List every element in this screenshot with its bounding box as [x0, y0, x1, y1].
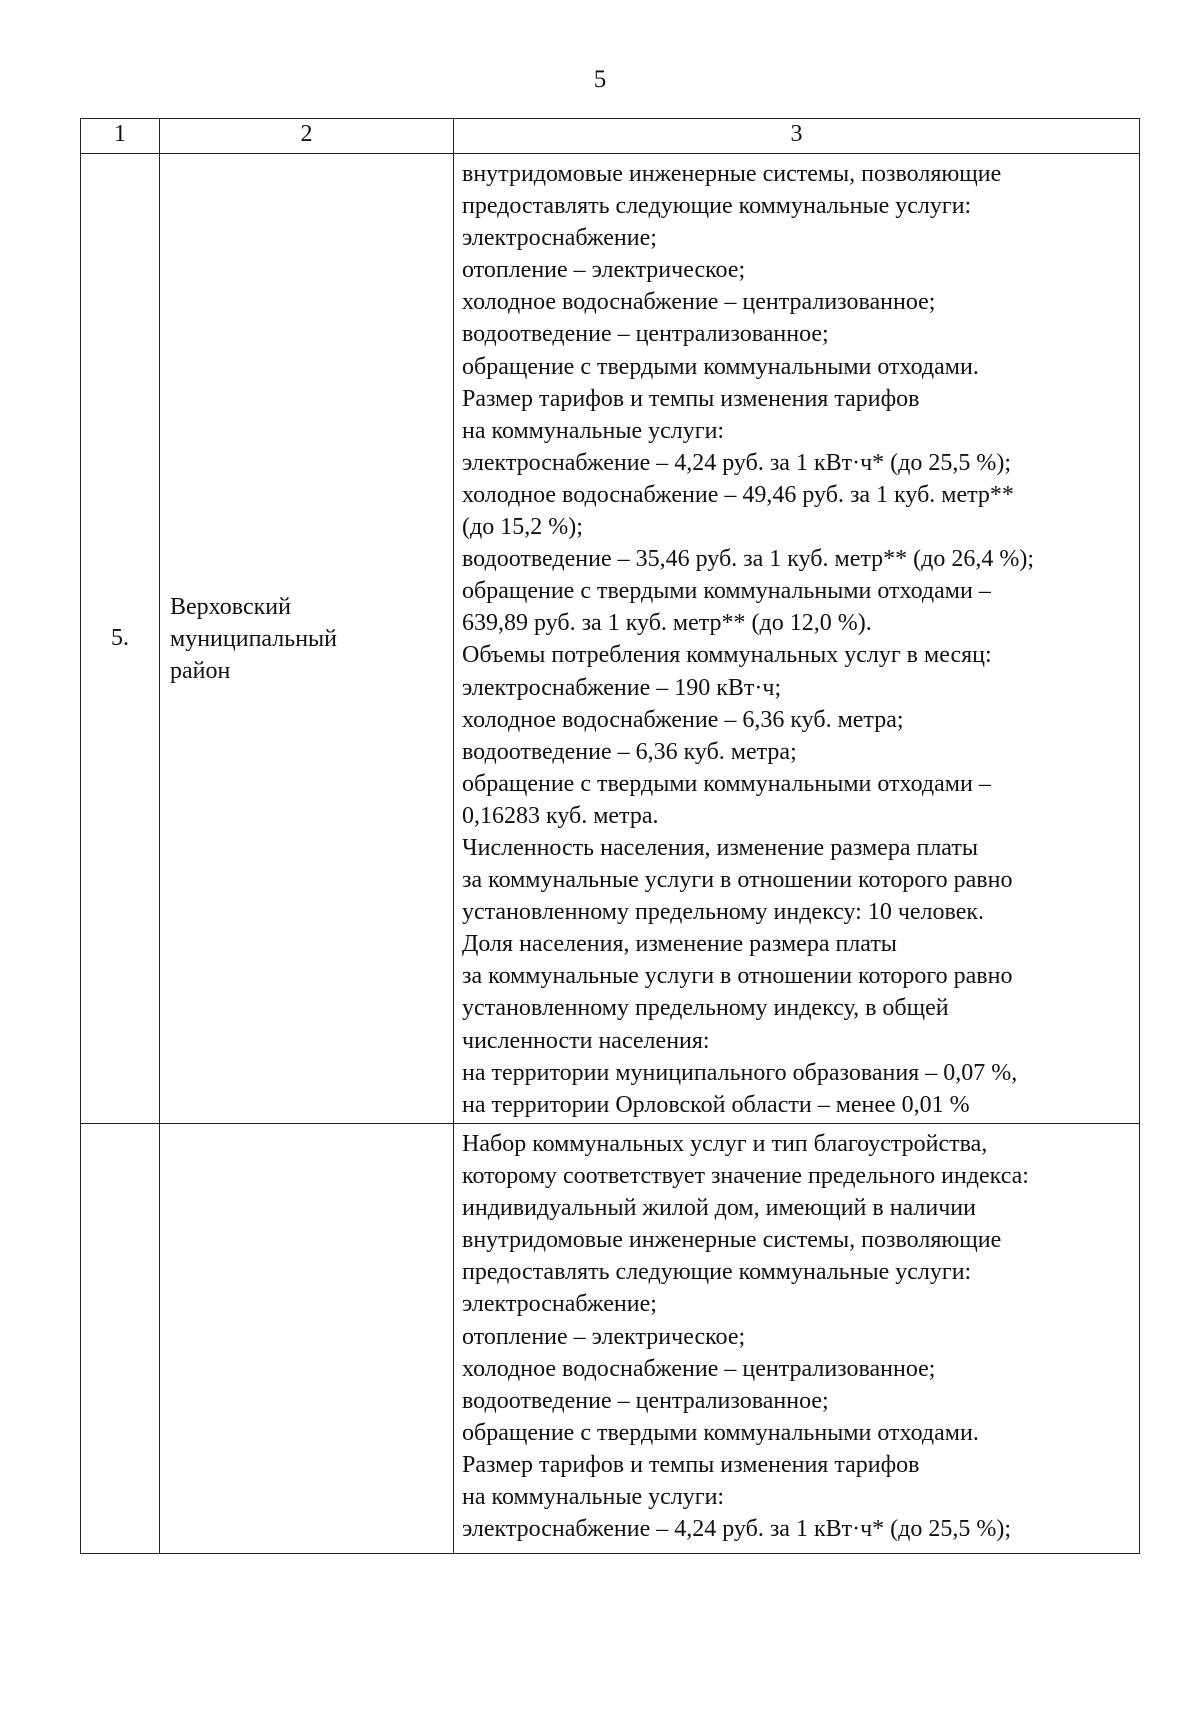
description-cell	[454, 154, 1140, 1124]
header-col-3: 3	[454, 119, 1140, 154]
text-line: обращение с твердыми коммунальными отходами –	[462, 770, 991, 797]
text-line: которому соответствует значение предельного индекса:	[462, 1163, 1029, 1190]
text-line: холодное водоснабжение – 49,46 руб. за 1 куб. метр**	[462, 481, 1014, 508]
text-line: электроснабжение;	[462, 225, 657, 252]
text-line: Доля населения, изменение размера платы	[462, 931, 897, 958]
text-line: на коммунальные услуги:	[462, 417, 725, 444]
tariff-table	[80, 118, 1140, 1554]
text-line: внутридомовые инженерные системы, позволяющие	[462, 161, 1002, 187]
text-line: Размер тарифов и темпы изменения тарифов	[462, 385, 920, 412]
text-line: водоотведение – централизованное;	[462, 321, 829, 348]
municipality-name	[160, 1124, 454, 1554]
text-line: обращение с твердыми коммунальными отходами.	[462, 1419, 979, 1446]
text-line: Объемы потребления коммунальных услуг в месяц:	[462, 642, 992, 669]
text-line: обращение с твердыми коммунальными отходами.	[462, 353, 979, 380]
text-line: отопление – электрическое;	[462, 257, 746, 284]
text-line: Набор коммунальных услуг и тип благоустройства,	[462, 1131, 988, 1157]
text-line: (до 15,2 %);	[462, 514, 583, 541]
text-line: установленному предельному индексу: 10 человек.	[462, 899, 985, 926]
text-line: отопление – электрическое;	[462, 1323, 746, 1350]
text-line: Численность населения, изменение размера платы	[462, 834, 978, 861]
municipality-name	[160, 154, 454, 1124]
table-row	[81, 1124, 1140, 1554]
text-line: холодное водоснабжение – 6,36 куб. метра;	[462, 706, 904, 733]
text-line: на территории Орловской области – менее 0,01 %	[462, 1091, 970, 1118]
text-line: предоставлять следующие коммунальные услуги:	[462, 193, 972, 220]
text-line: 639,89 руб. за 1 куб. метр** (до 12,0 %).	[462, 610, 872, 637]
text-line: электроснабжение – 190 кВт·ч;	[462, 674, 782, 701]
text-line: водоотведение – централизованное;	[462, 1387, 829, 1414]
text-line: холодное водоснабжение – централизованное;	[462, 1355, 936, 1382]
text-line: электроснабжение – 4,24 руб. за 1 кВт·ч* (до 25,5 %);	[462, 1516, 1012, 1543]
municipality-name-line: Верховский	[170, 593, 291, 620]
municipality-name-line: муниципальный	[170, 625, 338, 652]
row-number	[81, 1124, 160, 1554]
text-line: водоотведение – 35,46 руб. за 1 куб. метр** (до 26,4 %);	[462, 546, 1034, 573]
text-line: 0,16283 куб. метра.	[462, 802, 659, 829]
text-line: электроснабжение;	[462, 1291, 657, 1318]
header-col-2: 2	[160, 119, 454, 154]
text-line: холодное водоснабжение – централизованное;	[462, 289, 936, 316]
text-line: за коммунальные услуги в отношении которого равно	[462, 963, 1013, 990]
text-line: обращение с твердыми коммунальными отходами –	[462, 578, 991, 605]
text-line: Размер тарифов и темпы изменения тарифов	[462, 1451, 920, 1478]
municipality-name-line: район	[170, 657, 231, 684]
description-cell	[454, 1124, 1140, 1554]
text-line: на коммунальные услуги:	[462, 1484, 725, 1511]
header-col-1: 1	[81, 119, 160, 154]
text-line: внутридомовые инженерные системы, позволяющие	[462, 1227, 1002, 1254]
text-line: установленному предельному индексу, в общей	[462, 995, 949, 1022]
text-line: на территории муниципального образования – 0,07 %,	[462, 1059, 1018, 1086]
page-number: 5	[593, 66, 607, 93]
table-header-row	[81, 119, 1140, 154]
row-number: 5.	[81, 154, 160, 1124]
text-line: водоотведение – 6,36 куб. метра;	[462, 738, 797, 765]
text-line: предоставлять следующие коммунальные услуги:	[462, 1259, 972, 1286]
table-row	[81, 154, 1140, 1124]
text-line: индивидуальный жилой дом, имеющий в наличии	[462, 1195, 976, 1222]
text-line: численности населения:	[462, 1027, 710, 1054]
text-line: за коммунальные услуги в отношении которого равно	[462, 867, 1013, 894]
text-line: электроснабжение – 4,24 руб. за 1 кВт·ч* (до 25,5 %);	[462, 449, 1012, 476]
